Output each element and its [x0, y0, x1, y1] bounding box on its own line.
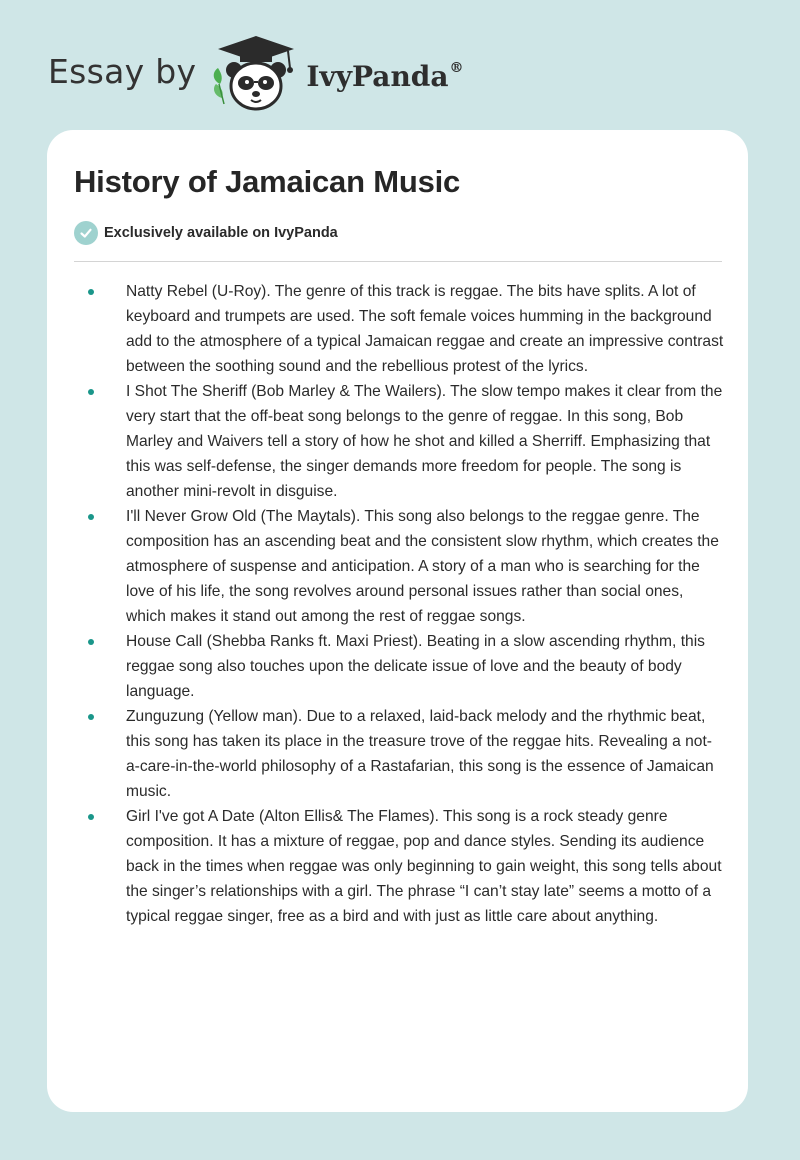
check-icon: [74, 221, 98, 245]
panda-graduate-icon: [210, 34, 302, 114]
exclusive-badge: [74, 221, 338, 245]
list-item-text: I Shot The Sheriff (Bob Marley & The Wailers). The slow tempo makes it clear from the very start that the off-beat song belongs to the genre of reggae. In this song, Bob Marley and Waivers tell a story of how he shot and killed a Sherriff. Emphasizing that this was self-defense, the singer demands more freedom for people. The song is another mini-revolt in disguise.: [126, 383, 723, 500]
bullet-icon: [88, 289, 94, 295]
list-item: [74, 629, 724, 704]
list-item-text: Natty Rebel (U-Roy). The genre of this track is reggae. The bits have splits. A lot of keyboard and trumpets are used. The soft female voices humming in the background add to the atmosphere of a typical Jamaican reggae and create an impressive contrast between the soothing sound and the rebellious protest of the lyrics.: [126, 283, 724, 375]
list-item-text: Zunguzung (Yellow man). Due to a relaxed, laid-back melody and the rhythmic beat, this song has taken its place in the treasure trove of the reggae hits. Revealing a not-a-care-in-the-world philosophy of a Rastafarian, this song is the essence of Jamaican music.: [126, 708, 714, 800]
list-item: [74, 279, 724, 379]
bullet-icon: [88, 814, 94, 820]
badge-text: Exclusively available on IvyPanda: [104, 225, 338, 241]
list-item-text: Girl I've got A Date (Alton Ellis& The Flames). This song is a rock steady genre composition. It has a mixture of reggae, pop and dance styles. Sending its audience back in the times when reggae was only beginning to gain weight, this song tells about the singer’s relationships with a girl. The phrase “I can’t stay late” seems a motto of a typical reggae singer, free as a bird and with just as little care about anything.: [126, 808, 722, 925]
bullet-icon: [88, 639, 94, 645]
registered-mark: ®: [449, 59, 464, 76]
list-item: [74, 804, 724, 929]
list-item: [74, 504, 724, 629]
list-item: [74, 379, 724, 504]
list-item-text: House Call (Shebba Ranks ft. Maxi Priest). Beating in a slow ascending rhythm, this reggae song also touches upon the delicate issue of love and the beauty of body language.: [126, 633, 705, 700]
bullet-icon: [88, 389, 94, 395]
essay-by-label: Essay by: [48, 51, 197, 91]
brand-name: IvyPanda®: [306, 59, 464, 93]
brand-header: [48, 34, 464, 114]
song-list: [74, 279, 724, 929]
essay-card: [47, 130, 748, 1112]
bullet-icon: [88, 714, 94, 720]
bullet-icon: [88, 514, 94, 520]
list-item: [74, 704, 724, 804]
list-item-text: I'll Never Grow Old (The Maytals). This song also belongs to the reggae genre. The composition has an ascending beat and the consistent slow rhythm, which creates the atmosphere of suspense and anticipation. A story of a man who is searching for the love of his life, the song revolves around personal issues rather than social ones, which makes it stand out among the rest of reggae songs.: [126, 508, 719, 625]
divider: [74, 261, 722, 262]
page-title: History of Jamaican Music: [74, 164, 461, 199]
